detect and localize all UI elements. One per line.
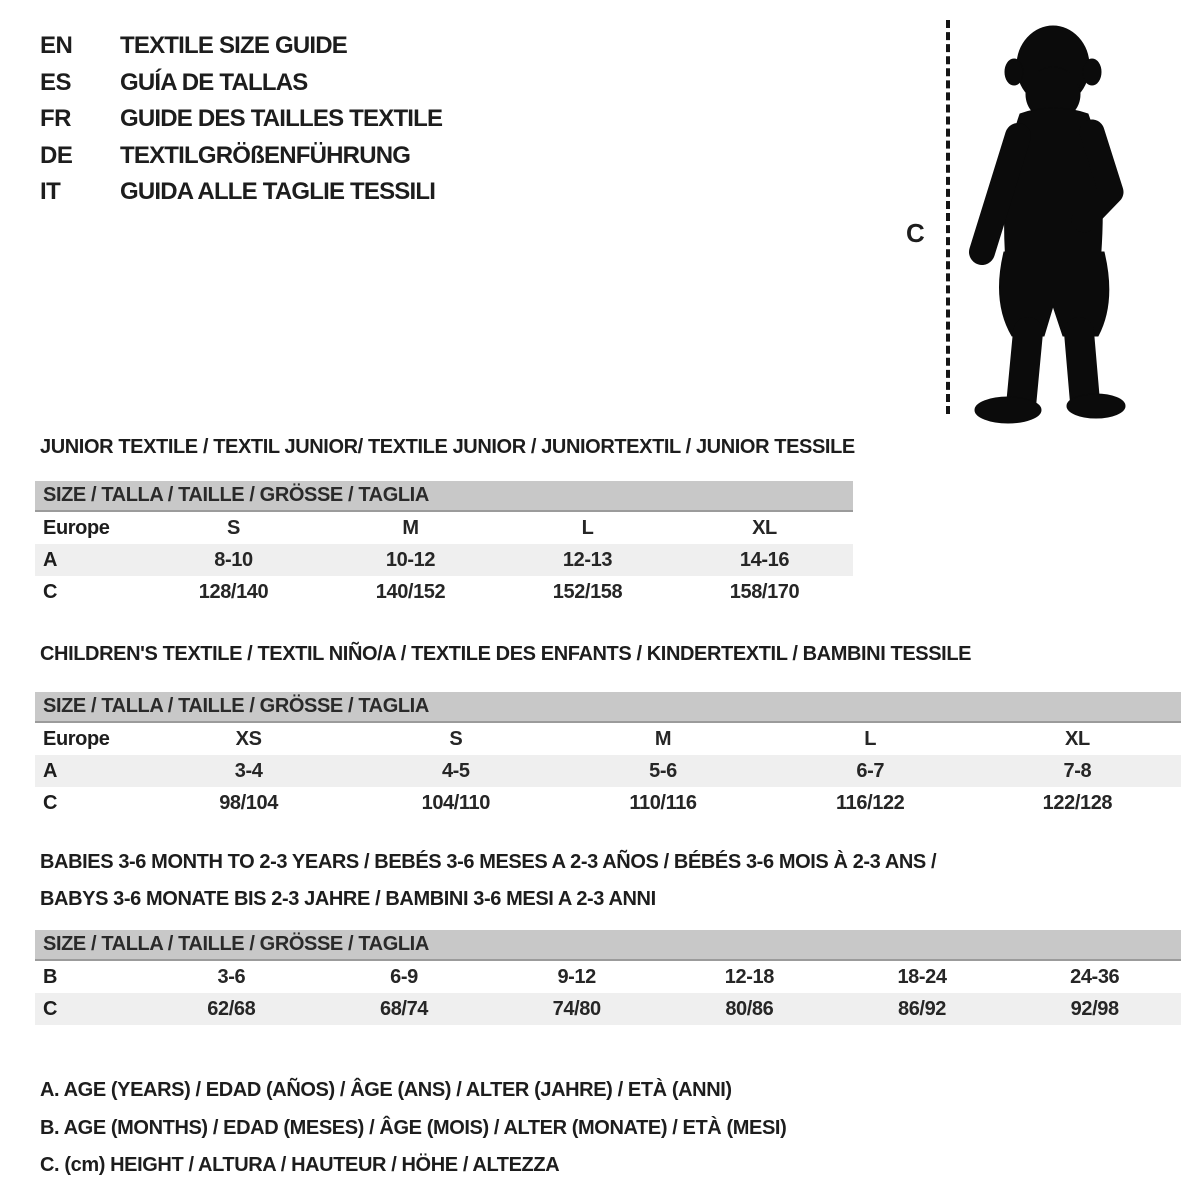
language-row — [40, 28, 442, 65]
size-cell: 110/116 — [629, 791, 697, 814]
size-cell: 4-5 — [441, 759, 470, 782]
size-cell: 9-12 — [557, 965, 596, 988]
size-cell: L — [864, 727, 877, 750]
size-cell: XL — [1065, 727, 1090, 750]
size-cell: 68/74 — [379, 997, 429, 1020]
legend-line-age-years: A. AGE (YEARS) / EDAD (AÑOS) / ÂGE (ANS) / ALTER (JAHRE) / ETÀ (ANNI) — [40, 1079, 732, 1102]
babies-size-table — [35, 930, 1181, 1025]
table-row-age-months — [35, 961, 1181, 993]
size-cell: 128/140 — [198, 580, 269, 603]
size-cell: S — [227, 516, 240, 539]
size-cell: M — [402, 516, 419, 539]
junior-size-table — [35, 481, 853, 608]
size-cell: 5-6 — [649, 759, 677, 782]
row-label: Europe — [43, 516, 110, 539]
size-cell: 12-18 — [724, 965, 774, 988]
size-cell: 18-24 — [897, 965, 947, 988]
language-code: ES — [40, 68, 72, 96]
size-cell: 158/170 — [729, 580, 800, 603]
toddler-silhouette-icon — [958, 14, 1148, 424]
size-cell: 62/68 — [207, 997, 256, 1020]
size-table-header: SIZE / TALLA / TAILLE / GRÖSSE / TAGLIA — [35, 481, 853, 512]
height-measure-dashed-line — [946, 20, 950, 414]
size-cell: 74/80 — [552, 997, 601, 1020]
language-code: EN — [40, 32, 73, 60]
row-label: C — [43, 997, 58, 1020]
size-cell: 80/86 — [725, 997, 774, 1020]
babies-section-title-line1: BABIES 3-6 MONTH TO 2-3 YEARS / BEBÉS 3-6 MESES A 2-3 AÑOS / BÉBÉS 3-6 MOIS À 2-3 ANS / — [40, 851, 937, 873]
size-cell: 3-4 — [234, 759, 263, 782]
size-cell: 6-7 — [856, 759, 885, 782]
size-table-header: SIZE / TALLA / TAILLE / GRÖSSE / TAGLIA — [35, 692, 1181, 723]
size-cell: 116/122 — [836, 791, 905, 814]
size-cell: 86/92 — [897, 997, 947, 1020]
size-cell: M — [654, 727, 672, 750]
size-cell: 10-12 — [385, 548, 436, 571]
table-row-height — [35, 993, 1181, 1025]
language-code: FR — [40, 105, 71, 133]
size-cell: 122/128 — [1042, 791, 1113, 814]
row-label: A — [43, 759, 58, 782]
language-title: GUIDA ALLE TAGLIE TESSILI — [120, 178, 436, 206]
children-section-title: CHILDREN'S TEXTILE / TEXTIL NIÑO/A / TEXTILE DES ENFANTS / KINDERTEXTIL / BAMBINI TESSILE — [40, 643, 972, 665]
row-label: Europe — [43, 727, 110, 750]
language-title: GUÍA DE TALLAS — [120, 68, 308, 96]
language-row — [40, 138, 442, 175]
language-title: TEXTILGRÖßENFÜHRUNG — [120, 141, 411, 169]
size-cell: 92/98 — [1070, 997, 1119, 1020]
size-cell: 14-16 — [739, 548, 790, 571]
table-row-age-years — [35, 544, 853, 576]
size-cell: 104/110 — [421, 791, 490, 814]
table-row-age-years — [35, 755, 1181, 787]
children-size-table — [35, 692, 1181, 819]
babies-section-title-line2: BABYS 3-6 MONATE BIS 2-3 JAHRE / BAMBINI 3-6 MESI A 2-3 ANNI — [40, 888, 656, 910]
legend-line-age-months: B. AGE (MONTHS) / EDAD (MESES) / ÂGE (MOIS) / ALTER (MONATE) / ETÀ (MESI) — [40, 1116, 787, 1139]
language-row — [40, 101, 442, 138]
size-cell: 8-10 — [214, 548, 253, 571]
height-measure-label: C — [906, 218, 925, 248]
language-code: IT — [40, 178, 61, 206]
language-title-list — [40, 28, 442, 211]
table-row-europe — [35, 723, 1181, 755]
table-row-height — [35, 787, 1181, 819]
language-title: GUIDE DES TAILLES TEXTILE — [120, 105, 443, 133]
size-table-header: SIZE / TALLA / TAILLE / GRÖSSE / TAGLIA — [35, 930, 1181, 961]
language-row — [40, 65, 442, 102]
size-cell: 6-9 — [390, 965, 418, 988]
measurement-legend — [40, 1072, 786, 1185]
table-row-europe — [35, 512, 853, 544]
size-cell: 12-13 — [562, 548, 613, 571]
junior-section-title: JUNIOR TEXTILE / TEXTIL JUNIOR/ TEXTILE JUNIOR / JUNIORTEXTIL / JUNIOR TESSILE — [40, 436, 855, 458]
language-code: DE — [40, 141, 73, 169]
row-label: A — [43, 548, 58, 571]
language-title: TEXTILE SIZE GUIDE — [120, 32, 347, 60]
size-cell: 3-6 — [217, 965, 246, 988]
size-cell: XS — [235, 727, 262, 750]
size-cell: 140/152 — [375, 580, 446, 603]
size-cell: 7-8 — [1063, 759, 1092, 782]
size-cell: XL — [752, 516, 777, 539]
language-row — [40, 174, 442, 211]
size-cell: 24-36 — [1070, 965, 1120, 988]
row-label: C — [43, 580, 58, 603]
size-cell: 152/158 — [552, 580, 623, 603]
size-cell: S — [449, 727, 463, 750]
size-cell: 98/104 — [219, 791, 278, 814]
legend-line-height: C. (cm) HEIGHT / ALTURA / HAUTEUR / HÖHE / ALTEZZA — [40, 1154, 560, 1177]
row-label: C — [43, 791, 58, 814]
table-row-height — [35, 576, 853, 608]
row-label: B — [43, 965, 58, 988]
size-cell: L — [581, 516, 594, 539]
